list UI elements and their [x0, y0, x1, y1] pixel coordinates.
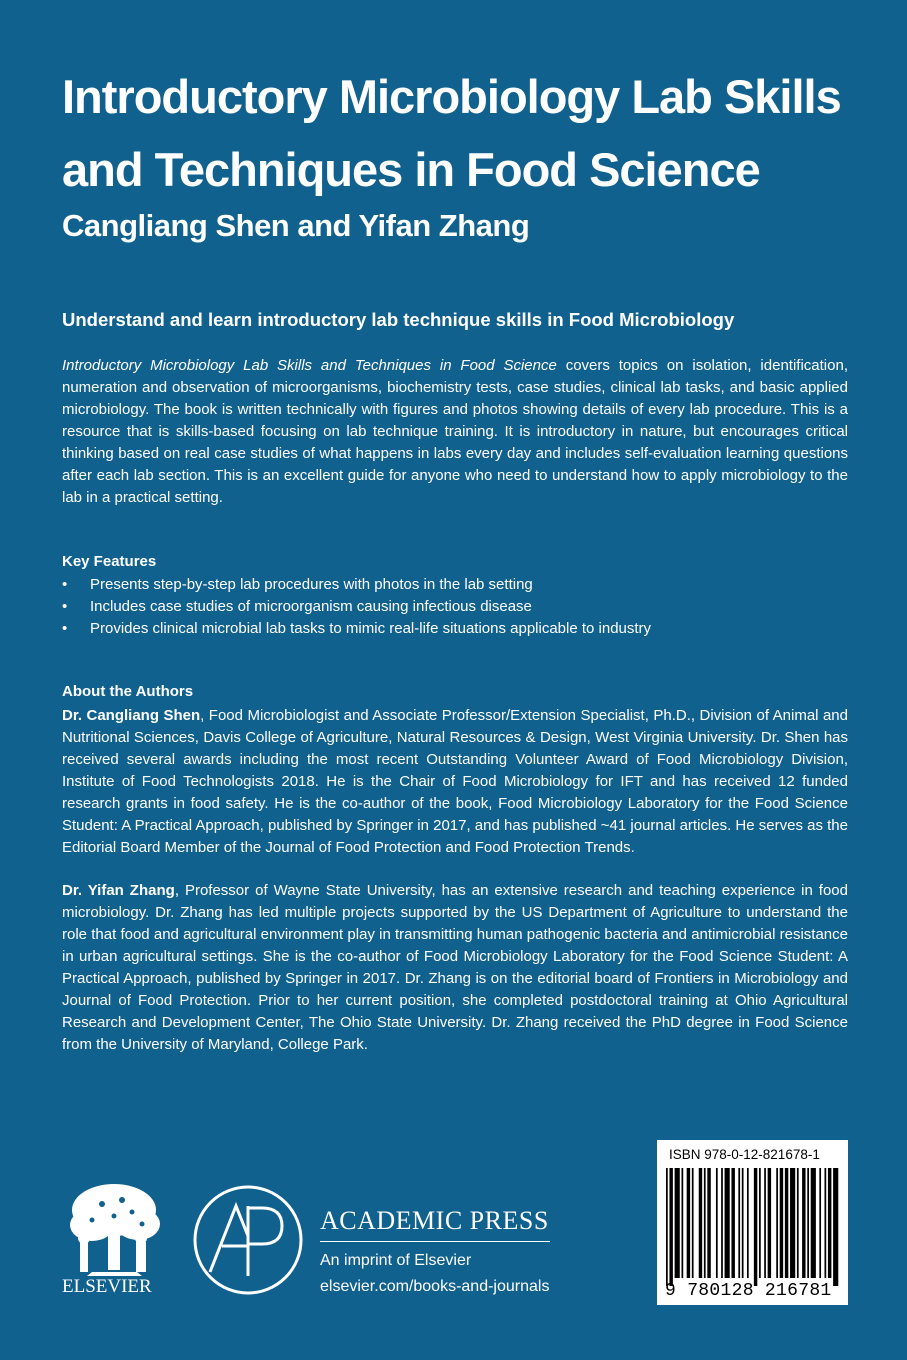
barcode-bar: [692, 1168, 694, 1278]
barcode-bar: [738, 1168, 740, 1278]
barcode-bar: [754, 1168, 757, 1286]
barcode-bar: [797, 1168, 799, 1278]
author-bio-zhang: [62, 880, 848, 1056]
isbn-barcode-box: [657, 1140, 848, 1305]
key-features-list: [62, 574, 852, 640]
barcode-bar: [721, 1168, 723, 1278]
key-features-heading: Key Features: [62, 553, 157, 570]
about-authors-heading: About the Authors: [62, 683, 194, 700]
description-book-title: Introductory Microbiology Lab Skills and Techniques in Food Science: [62, 357, 557, 374]
key-feature-text: Presents step-by-step lab procedures with photos in the lab setting: [90, 576, 533, 593]
elsevier-wordmark: ELSEVIER: [62, 1276, 152, 1297]
list-item: [62, 618, 852, 640]
bullet-icon: •: [62, 620, 68, 637]
barcode-bar: [776, 1168, 778, 1278]
barcode-bar: [780, 1168, 783, 1278]
barcode-bar: [790, 1168, 795, 1278]
author-bio-shen: [62, 705, 848, 859]
author-bio-zhang-text: , Professor of Wayne State University, has an extensive research and teaching experience in food microbiology. Dr. Zhang has led multiple projects supported by the US Department of Agriculture to understand the role that food and agricultural environment play in transmitting human pathogenic bacteria and antimicrobial resistance in urban agricultural settings. She is the co-author of Food Microbiology Laboratory for the Food Science Student: A Practical Approach, published by Springer in 2017. Dr. Zhang is on the editorial board of Frontiers in Microbiology and Journal of Food Protection. Prior to her current position, she completed postdoctoral training at Ohio Agricultural Research and Development Center, The Ohio State University. Dr. Zhang received the PhD degree in Food Science from the University of Maryland, College Park.: [62, 882, 848, 1053]
publisher-url: elsevier.com/books-and-journals: [320, 1278, 550, 1295]
barcode-bar: [764, 1168, 766, 1278]
barcode-bar: [675, 1168, 680, 1278]
barcode-bar: [747, 1168, 749, 1278]
author-name-shen: Dr. Cangliang Shen: [62, 707, 201, 724]
barcode-bar: [824, 1168, 826, 1278]
barcode-bar: [725, 1168, 730, 1278]
barcode-bar: [666, 1168, 668, 1286]
barcode-bar: [811, 1168, 816, 1278]
publisher-name: ACADEMIC PRESS: [320, 1206, 549, 1235]
bullet-icon: •: [62, 576, 68, 593]
barcode-bar: [819, 1168, 821, 1278]
barcode-bar: [833, 1168, 838, 1286]
book-authors: Cangliang Shen and Yifan Zhang: [62, 208, 530, 243]
barcode-bar: [802, 1168, 805, 1278]
barcode-bar: [699, 1168, 702, 1278]
barcode-bar: [669, 1168, 672, 1286]
list-item: [62, 596, 852, 618]
description-paragraph: [62, 355, 848, 509]
barcode-bar: [687, 1168, 690, 1278]
author-name-zhang: Dr. Yifan Zhang: [62, 882, 175, 899]
isbn-number: ISBN 978-0-12-821678-1: [669, 1147, 820, 1162]
book-title: Introductory Microbiology Lab Skills and Techniques in Food Science: [62, 70, 841, 196]
bullet-icon: •: [62, 598, 68, 615]
barcode-bar: [731, 1168, 734, 1278]
key-feature-text: Provides clinical microbial lab tasks to mimic real-life situations applicable to industry: [90, 620, 652, 637]
barcode-digits: 9 780128 216781: [665, 1281, 832, 1301]
barcode-bar: [707, 1168, 710, 1278]
tagline: Understand and learn introductory lab technique skills in Food Microbiology: [62, 309, 735, 330]
academic-press-ap-icon: [192, 1184, 304, 1296]
barcode-icon: [666, 1168, 840, 1286]
list-item: [62, 574, 852, 596]
barcode-bar: [682, 1168, 684, 1278]
author-bio-shen-text: , Food Microbiologist and Associate Professor/Extension Specialist, Ph.D., Division of Animal and Nutritional Sciences, Davis College of Agriculture, Natural Resources & Design, West Virginia University. Dr. Shen has received several awards including the most recent Outstanding Volunteer Award of Food Microbiology Division, Institute of Food Technologists 2018. He is the Chair of Food Microbiology for IFT and has received 12 funded research grants in food safety. He is the co-author of the book, Food Microbiology Laboratory for the Food Science Student: A Practical Approach, published by Springer in 2017, and has published ~41 journal articles. He serves as the Editorial Board Member of the Journal of Food Protection and Food Protection Trends.: [62, 707, 848, 856]
key-feature-text: Includes case studies of microorganism causing infectious disease: [90, 598, 532, 615]
barcode-bar: [768, 1168, 771, 1278]
barcode-bar: [759, 1168, 761, 1278]
publisher-imprint: An imprint of Elsevier: [320, 1252, 472, 1269]
description-body: covers topics on isolation, identification, numeration and observation of microorganisms, biochemistry tests, case studies, clinical lab tasks, and basic applied microbiology. The book is written technically with figures and photos showing details of every lab procedure. This is a resource that is skills-based focusing on lab technique training. It is introductory in nature, but encourages critical thinking based on real case studies of what happens in labs every day and includes self-evaluation learning questions after each lab section. This is an excellent guide for anyone who need to understand how to apply microbiology to the lab in a practical setting.: [62, 357, 848, 506]
barcode-bar: [785, 1168, 788, 1278]
barcode-bar: [828, 1168, 831, 1278]
barcode-bar: [704, 1168, 706, 1278]
barcode-bar: [716, 1168, 718, 1278]
barcode-bar: [742, 1168, 744, 1278]
publisher-divider: [320, 1241, 550, 1242]
barcode-bar: [807, 1168, 809, 1278]
